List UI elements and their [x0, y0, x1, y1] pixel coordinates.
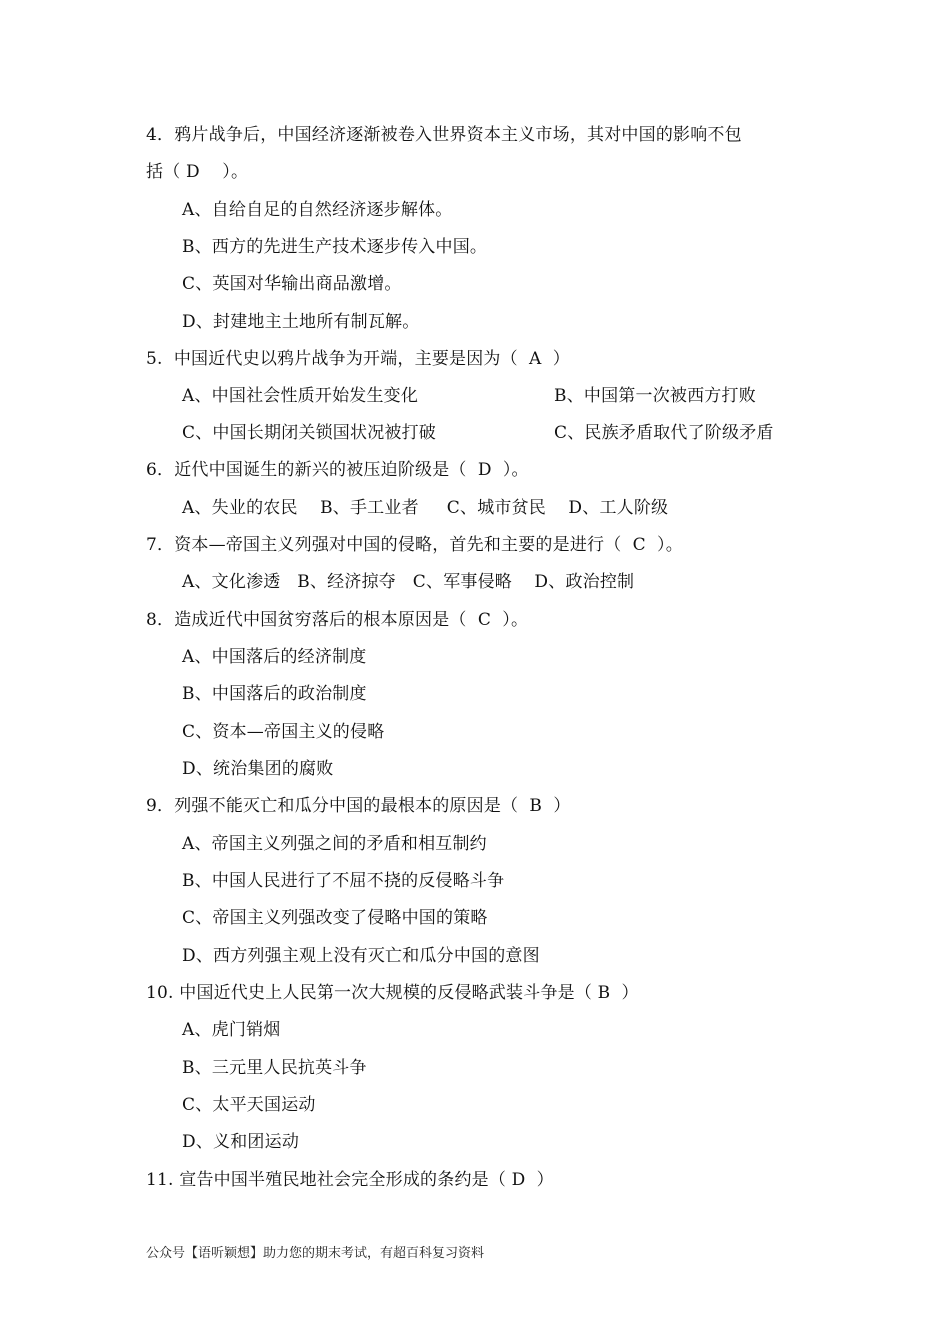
question-8-option-c: C、资本—帝国主义的侵略 [182, 722, 385, 742]
question-10-stem: 10. 中国近代史上人民第一次大规模的反侵略武装斗争是（ B ） [146, 983, 639, 1003]
question-4-stem-line2: 括（ D ）。 [146, 162, 249, 182]
question-8-option-b: B、中国落后的政治制度 [182, 684, 367, 704]
question-5-option-a: A、中国社会性质开始发生变化 [182, 386, 419, 406]
question-9-option-d: D、西方列强主观上没有灭亡和瓜分中国的意图 [182, 946, 540, 966]
question-5-stem: 5. 中国近代史以鸦片战争为开端，主要是因为（ A ） [146, 349, 570, 369]
question-9-stem: 9．列强不能灭亡和瓜分中国的最根本的原因是（ B ） [146, 796, 571, 816]
page-footer: 公众号【语听颖想】助力您的期末考试，有超百科复习资料 [146, 1246, 485, 1261]
question-4-stem-line1: 4．鸦片战争后，中国经济逐渐被卷入世界资本主义市场，其对中国的影响不包 [146, 125, 742, 145]
question-8-option-d: D、统治集团的腐败 [182, 759, 334, 779]
question-7-options: A、文化渗透 B、经济掠夺 C、军事侵略 D、政治控制 [182, 572, 635, 592]
question-8-option-a: A、中国落后的经济制度 [182, 647, 367, 667]
question-4-option-b: B、西方的先进生产技术逐步传入中国。 [182, 237, 488, 257]
question-6-stem: 6．近代中国诞生的新兴的被压迫阶级是（ D ）。 [146, 460, 529, 480]
question-10-option-a: A、虎门销烟 [182, 1020, 281, 1040]
question-9-option-b: B、中国人民进行了不屈不挠的反侵略斗争 [182, 871, 505, 891]
question-4-option-a: A、自给自足的自然经济逐步解体。 [182, 200, 453, 220]
question-11-stem: 11. 宣告中国半殖民地社会完全形成的条约是（ D ） [146, 1170, 554, 1190]
question-10-option-c: C、太平天国运动 [182, 1095, 316, 1115]
question-4-option-c: C、英国对华输出商品激增。 [182, 274, 402, 294]
question-6-options: A、失业的农民 B、手工业者 C、城市贫民 D、工人阶级 [182, 498, 669, 518]
question-4-option-d: D、封建地主土地所有制瓦解。 [182, 312, 420, 332]
question-10-option-b: B、三元里人民抗英斗争 [182, 1058, 367, 1078]
question-9-option-a: A、帝国主义列强之间的矛盾和相互制约 [182, 834, 487, 854]
question-9-option-c: C、帝国主义列强改变了侵略中国的策略 [182, 908, 488, 928]
question-8-stem: 8．造成近代中国贫穷落后的根本原因是（ C ）。 [146, 610, 529, 630]
question-10-option-d: D、义和团运动 [182, 1132, 300, 1152]
question-5-option-d: C、民族矛盾取代了阶级矛盾 [554, 423, 774, 443]
question-5-option-c: C、中国长期闭关锁国状况被打破 [182, 423, 437, 443]
question-7-stem: 7．资本—帝国主义列强对中国的侵略，首先和主要的是进行（ C ）。 [146, 535, 683, 555]
question-5-option-b: B、中国第一次被西方打败 [554, 386, 756, 406]
